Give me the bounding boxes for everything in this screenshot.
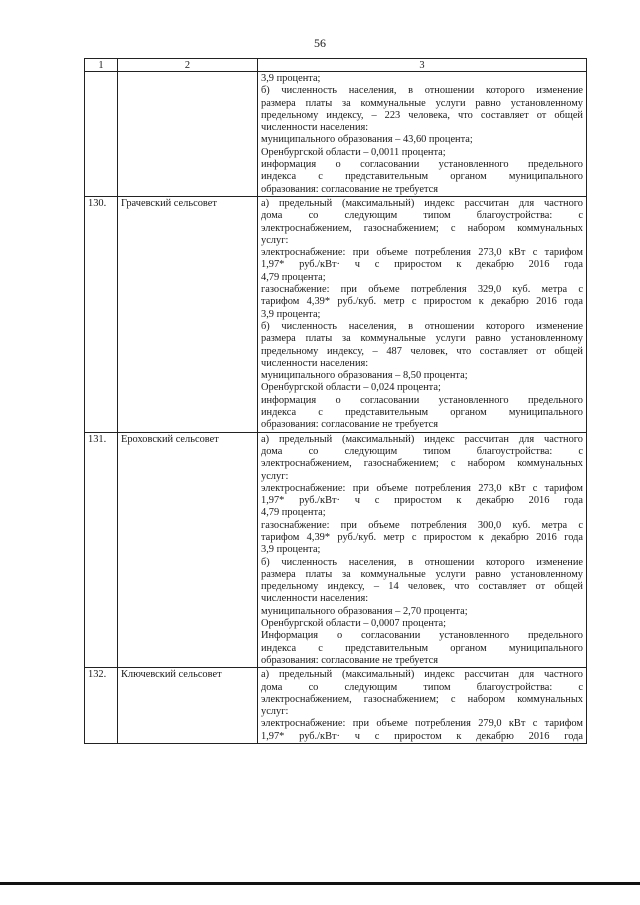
description-line: Оренбургской области – 0,024 процента;	[261, 382, 441, 394]
description-line: электроснабжение: при объеме потребления 273,0 кВт с тарифом	[261, 247, 583, 259]
description-line: 3,9 процента;	[261, 73, 321, 84]
description-line: предельному индексу, – 487 человек, что составляет от общей	[261, 345, 583, 357]
description-line: 1,97* руб./кВт· ч с приростом к декабрю 2016 года	[261, 259, 583, 271]
description-line: электроснабжением, газоснабжением; с набором коммунальных	[261, 693, 583, 705]
description-line: газоснабжение: при объеме потребления 329,0 куб. метра с	[261, 284, 583, 296]
column-header-3: 3	[258, 59, 587, 72]
table-row	[85, 72, 587, 197]
description-line: дома со следующим типом благоустройства: с	[261, 210, 583, 222]
description-line: 3,9 процента;	[261, 544, 321, 556]
municipality-name-cell: Ключевский сельсовет	[118, 668, 258, 744]
description-line: дома со следующим типом благоустройства: с	[261, 445, 583, 457]
description-line: численности населения:	[261, 122, 369, 134]
description-line: предельному индексу, – 223 человека, что составляет от общей	[261, 109, 583, 121]
table-body	[85, 72, 587, 744]
description-line: численности населения:	[261, 593, 369, 605]
description-line: размера платы за коммунальные услуги равно установленному	[261, 333, 583, 345]
description-line: муниципального образования – 2,70 процента;	[261, 605, 468, 617]
tariff-table	[84, 58, 587, 744]
row-number-cell: 132.	[85, 668, 118, 744]
municipality-name-cell	[118, 72, 258, 197]
description-line: б) численность населения, в отношении которого изменение	[261, 85, 583, 97]
table-header-row	[85, 59, 587, 72]
municipality-name-cell: Грачевский сельсовет	[118, 196, 258, 432]
description-line: услуг:	[261, 470, 289, 482]
description-line: информация о согласовании установленного предельного	[261, 159, 583, 171]
row-number-cell	[85, 72, 118, 197]
description-line: услуг:	[261, 706, 289, 718]
description-line: газоснабжение: при объеме потребления 300,0 куб. метра с	[261, 519, 583, 531]
description-line: 3,9 процента;	[261, 308, 321, 320]
column-header-2: 2	[118, 59, 258, 72]
description-line: 4,79 процента;	[261, 271, 326, 283]
description-cell	[258, 432, 587, 668]
description-line: тарифом 4,39* руб./куб. метр с приростом к декабрю 2016 года	[261, 531, 583, 543]
description-line: электроснабжение: при объеме потребления 279,0 кВт с тарифом	[261, 718, 583, 730]
page-number: 56	[314, 36, 326, 50]
description-line: муниципального образования – 8,50 процента;	[261, 370, 468, 382]
description-line: а) предельный (максимальный) индекс рассчитан для частного	[261, 669, 583, 681]
description-line: информация о согласовании установленного предельного	[261, 394, 583, 406]
table-row	[85, 668, 587, 744]
column-header-1: 1	[85, 59, 118, 72]
description-line: а) предельный (максимальный) индекс рассчитан для частного	[261, 197, 583, 209]
description-line: индекса с представительным органом муниципального	[261, 407, 583, 419]
description-line: образования: согласование не требуется	[261, 419, 439, 431]
description-line: дома со следующим типом благоустройства: с	[261, 681, 583, 693]
description-line: а) предельный (максимальный) индекс рассчитан для частного	[261, 433, 583, 445]
description-line: электроснабжением, газоснабжением; с набором коммунальных	[261, 222, 583, 234]
description-line: индекса с представительным органом муниципального	[261, 171, 583, 183]
description-line: 1,97* руб./кВт· ч с приростом к декабрю 2016 года	[261, 730, 583, 742]
description-line: предельному индексу, – 14 человек, что составляет от общей	[261, 581, 583, 593]
description-line: численности населения:	[261, 357, 369, 369]
table-row	[85, 196, 587, 432]
description-line: размера платы за коммунальные услуги равно установленному	[261, 97, 583, 109]
row-number-cell: 130.	[85, 196, 118, 432]
description-line: образования: согласование не требуется	[261, 183, 439, 195]
description-line: образования: согласование не требуется	[261, 654, 439, 666]
description-cell	[258, 72, 587, 197]
table-row	[85, 432, 587, 668]
description-line: электроснабжением, газоснабжением; с набором коммунальных	[261, 458, 583, 470]
description-line: размера платы за коммунальные услуги равно установленному	[261, 568, 583, 580]
row-number-cell: 131.	[85, 432, 118, 668]
bottom-rule	[0, 882, 640, 885]
description-line: индекса с представительным органом муниципального	[261, 642, 583, 654]
description-line: муниципального образования – 43,60 процента;	[261, 134, 473, 146]
description-line: Информация о согласовании установленного предельного	[261, 630, 583, 642]
description-line: б) численность населения, в отношении которого изменение	[261, 320, 583, 332]
description-line: услуг:	[261, 234, 289, 246]
description-cell	[258, 668, 587, 744]
description-line: Оренбургской области – 0,0007 процента;	[261, 618, 447, 630]
municipality-name-cell: Ероховский сельсовет	[118, 432, 258, 668]
description-line: электроснабжение: при объеме потребления 273,0 кВт с тарифом	[261, 482, 583, 494]
description-line: 4,79 процента;	[261, 507, 326, 519]
description-line: б) численность населения, в отношении которого изменение	[261, 556, 583, 568]
description-line: 1,97* руб./кВт· ч с приростом к декабрю 2016 года	[261, 495, 583, 507]
description-line: Оренбургской области – 0,0011 процента;	[261, 146, 446, 158]
description-line: тарифом 4,39* руб./куб. метр с приростом к декабрю 2016 года	[261, 296, 583, 308]
description-cell	[258, 196, 587, 432]
